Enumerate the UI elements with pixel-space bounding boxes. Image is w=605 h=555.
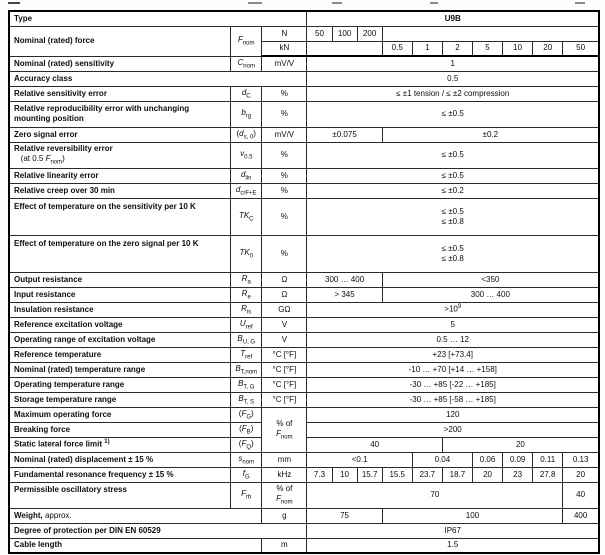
spec-label: Maximum operating force xyxy=(9,407,231,422)
spec-value: 20 xyxy=(533,41,563,56)
spec-value: 400 xyxy=(563,508,599,523)
spec-label: Insulation resistance xyxy=(9,302,231,317)
spec-value: 200 xyxy=(357,26,382,41)
spec-value: 0.5 … 12 xyxy=(307,332,599,347)
spec-label: Effect of temperature on the zero signal per 10 K xyxy=(9,235,231,272)
spec-value: 50 xyxy=(563,41,599,56)
spec-value: U9B xyxy=(307,11,599,26)
spec-unit: °C [°F] xyxy=(262,377,307,392)
spec-value: 15.7 xyxy=(357,467,382,482)
spec-unit: % xyxy=(262,235,307,272)
spec-value: 15.5 xyxy=(382,467,412,482)
spec-unit: kN xyxy=(262,41,307,56)
spec-unit: % xyxy=(262,142,307,168)
spec-value: 2 xyxy=(442,41,472,56)
spec-value: IP67 xyxy=(307,523,599,538)
spec-symbol: $R_e$ xyxy=(231,287,262,302)
spec-value: ≤ ±0.5 xyxy=(307,168,599,183)
spec-value: >200 xyxy=(307,422,599,437)
spec-row xyxy=(9,392,599,407)
spec-value: ≤ ±0.2 xyxy=(307,183,599,198)
spec-label: Effect of temperature on the sensitivity per 10 K xyxy=(9,198,231,235)
spec-value: ≤ ±0.5 xyxy=(307,142,599,168)
spec-value: 75 xyxy=(307,508,382,523)
spec-symbol: $TK_0$ xyxy=(231,235,262,272)
spec-value: ±0.075 xyxy=(307,127,382,142)
spec-label: Degree of protection per DIN EN 60529 xyxy=(9,523,307,538)
spec-value: 10 xyxy=(332,467,357,482)
spec-value: 100 xyxy=(332,26,357,41)
spec-row xyxy=(9,168,599,183)
spec-unit: V xyxy=(262,317,307,332)
spec-label: Relative linearity error xyxy=(9,168,231,183)
text-fragment xyxy=(575,2,585,4)
spec-value: 27.8 xyxy=(533,467,563,482)
spec-row xyxy=(9,235,599,272)
spec-value: 0.5 xyxy=(382,41,412,56)
spec-row xyxy=(9,482,599,508)
spec-unit: V xyxy=(262,332,307,347)
spec-value: 100 xyxy=(382,508,563,523)
spec-value: 300 … 400 xyxy=(382,287,599,302)
spec-row xyxy=(9,26,599,41)
spec-symbol: $f_G$ xyxy=(231,467,262,482)
spec-row xyxy=(9,71,599,86)
spec-value: 1 xyxy=(412,41,442,56)
spec-value: ≤ ±0.5 ≤ ±0.8 xyxy=(307,198,599,235)
spec-value: -30 … +85 [-58 … +185] xyxy=(307,392,599,407)
spec-row xyxy=(9,127,599,142)
text-fragment xyxy=(332,2,342,4)
spec-row xyxy=(9,142,599,168)
spec-symbol: $(F_B)$ xyxy=(231,422,262,437)
spec-value: > 345 xyxy=(307,287,382,302)
spec-label: Fundamental resonance frequency ± 15 % xyxy=(9,467,231,482)
spec-row xyxy=(9,362,599,377)
spec-row xyxy=(9,198,599,235)
spec-label: Permissible oscillatory stress xyxy=(9,482,231,508)
spec-label: Static lateral force limit $^{1)}$ xyxy=(9,437,231,452)
spec-unit: % xyxy=(262,86,307,101)
spec-label: Breaking force xyxy=(9,422,231,437)
text-fragment xyxy=(8,2,20,4)
spec-value: 20 xyxy=(472,467,502,482)
spec-label: Cable length xyxy=(9,538,262,553)
spec-value: 10 xyxy=(503,41,533,56)
spec-unit: mm xyxy=(262,452,307,467)
spec-symbol: $C_{nom}$ xyxy=(231,56,262,71)
spec-label: Operating temperature range xyxy=(9,377,231,392)
spec-row xyxy=(9,56,599,71)
spec-symbol: $T_{ref}$ xyxy=(231,347,262,362)
spec-value: 1 xyxy=(307,56,599,71)
spec-value xyxy=(307,41,382,56)
spec-value: ±0.2 xyxy=(382,127,599,142)
spec-label: Nominal (rated) displacement ± 15 % xyxy=(9,452,231,467)
spec-value: ≤ ±0.5 xyxy=(307,101,599,127)
spec-label: Storage temperature range xyxy=(9,392,231,407)
spec-value: +23 [+73.4] xyxy=(307,347,599,362)
spec-label: Reference temperature xyxy=(9,347,231,362)
spec-value: 0.5 xyxy=(307,71,599,86)
spec-value: 0.09 xyxy=(503,452,533,467)
spec-symbol: $TK_C$ xyxy=(231,198,262,235)
spec-symbol: $B_{U, G}$ xyxy=(231,332,262,347)
spec-label: Reference excitation voltage xyxy=(9,317,231,332)
spec-value: 40 xyxy=(563,482,599,508)
spec-value: <0.1 xyxy=(307,452,412,467)
spec-label: Zero signal error xyxy=(9,127,231,142)
spec-unit: mV/V xyxy=(262,127,307,142)
spec-unit: °C [°F] xyxy=(262,362,307,377)
spec-unit: kHz xyxy=(262,467,307,482)
spec-symbol: $v_{0.5}$ xyxy=(231,142,262,168)
spec-label: Operating range of excitation voltage xyxy=(9,332,231,347)
spec-value: 0.13 xyxy=(563,452,599,467)
spec-symbol: $s_{nom}$ xyxy=(231,452,262,467)
spec-row xyxy=(9,86,599,101)
spec-value: 20 xyxy=(563,467,599,482)
spec-label: Nominal (rated) temperature range xyxy=(9,362,231,377)
spec-unit: GΩ xyxy=(262,302,307,317)
spec-label: Nominal (rated) sensitivity xyxy=(9,56,231,71)
spec-value: 0.06 xyxy=(472,452,502,467)
spec-value: 70 xyxy=(307,482,563,508)
spec-value: $>10^9$ xyxy=(307,302,599,317)
spec-value: 0.04 xyxy=(412,452,472,467)
spec-value: 0.11 xyxy=(533,452,563,467)
spec-unit: % of $F_{nom}$ xyxy=(262,482,307,508)
spec-symbol: $d_{crF+E}$ xyxy=(231,183,262,198)
spec-unit: % xyxy=(262,198,307,235)
spec-value: 7.3 xyxy=(307,467,332,482)
spec-row xyxy=(9,11,599,26)
spec-label: Relative sensitivity error xyxy=(9,86,231,101)
specifications-table xyxy=(8,10,600,554)
spec-symbol: $B_{T,nom}$ xyxy=(231,362,262,377)
spec-value: -30 … +85 [-22 … +185] xyxy=(307,377,599,392)
spec-row xyxy=(9,101,599,127)
spec-symbol: $d_{lin}$ xyxy=(231,168,262,183)
spec-value: 18.7 xyxy=(442,467,472,482)
spec-row xyxy=(9,508,599,523)
spec-row xyxy=(9,452,599,467)
spec-value: ≤ ±0.5 ≤ ±0.8 xyxy=(307,235,599,272)
spec-symbol: $B_{T, S}$ xyxy=(231,392,262,407)
spec-row xyxy=(9,538,599,553)
spec-value: 23.7 xyxy=(412,467,442,482)
spec-unit: g xyxy=(262,508,307,523)
spec-value: 300 … 400 xyxy=(307,272,382,287)
spec-value xyxy=(382,26,599,41)
spec-symbol: $d_C$ xyxy=(231,86,262,101)
spec-value: 5 xyxy=(472,41,502,56)
spec-row xyxy=(9,347,599,362)
spec-unit: % xyxy=(262,168,307,183)
spec-label: Nominal (rated) force xyxy=(9,26,231,56)
spec-unit: °C [°F] xyxy=(262,392,307,407)
spec-label: Type xyxy=(9,11,307,26)
spec-unit: Ω xyxy=(262,287,307,302)
spec-value: -10 … +70 [+14 … +158] xyxy=(307,362,599,377)
spec-symbol: $(F_G)$ xyxy=(231,407,262,422)
spec-label: Relative reproducibility error with unchanging mounting position xyxy=(9,101,231,127)
spec-symbol: $R_{is}$ xyxy=(231,302,262,317)
spec-row xyxy=(9,523,599,538)
spec-value: 120 xyxy=(307,407,599,422)
spec-symbol: $(F_Q)$ xyxy=(231,437,262,452)
spec-symbol: $R_a$ xyxy=(231,272,262,287)
spec-label: Accuracy class xyxy=(9,71,307,86)
spec-unit: % xyxy=(262,183,307,198)
spec-symbol: $U_{ref}$ xyxy=(231,317,262,332)
text-fragment xyxy=(430,2,438,4)
spec-value: ≤ ±1 tension / ≤ ±2 compression xyxy=(307,86,599,101)
spec-row xyxy=(9,332,599,347)
spec-value: 50 xyxy=(307,26,332,41)
spec-unit: mV/V xyxy=(262,56,307,71)
spec-row xyxy=(9,183,599,198)
spec-unit: % xyxy=(262,101,307,127)
spec-row xyxy=(9,467,599,482)
spec-value: 40 xyxy=(307,437,442,452)
spec-symbol: $F_{nom}$ xyxy=(231,26,262,56)
spec-value: 1.5 xyxy=(307,538,599,553)
text-fragment xyxy=(248,2,262,4)
spec-symbol: $(d_{s, 0})$ xyxy=(231,127,262,142)
spec-symbol: $b_{rg}$ xyxy=(231,101,262,127)
spec-row xyxy=(9,302,599,317)
spec-row xyxy=(9,407,599,422)
spec-row xyxy=(9,272,599,287)
spec-symbol: $F_{rb}$ xyxy=(231,482,262,508)
spec-unit: N xyxy=(262,26,307,41)
spec-unit: % of $F_{nom}$ xyxy=(262,407,307,452)
spec-row xyxy=(9,287,599,302)
spec-label: Input resistance xyxy=(9,287,231,302)
spec-row xyxy=(9,377,599,392)
spec-label: Weight, approx. xyxy=(9,508,262,523)
spec-value: 23 xyxy=(503,467,533,482)
spec-unit: Ω xyxy=(262,272,307,287)
spec-value: 20 xyxy=(442,437,599,452)
spec-label: Relative reversibility error (at 0.5 $F_{nom}$) xyxy=(9,142,231,168)
spec-unit: m xyxy=(262,538,307,553)
spec-label: Relative creep over 30 min xyxy=(9,183,231,198)
spec-row xyxy=(9,317,599,332)
spec-unit: °C [°F] xyxy=(262,347,307,362)
spec-value: 5 xyxy=(307,317,599,332)
spec-label: Output resistance xyxy=(9,272,231,287)
spec-symbol: $B_{T, G}$ xyxy=(231,377,262,392)
spec-value: <350 xyxy=(382,272,599,287)
